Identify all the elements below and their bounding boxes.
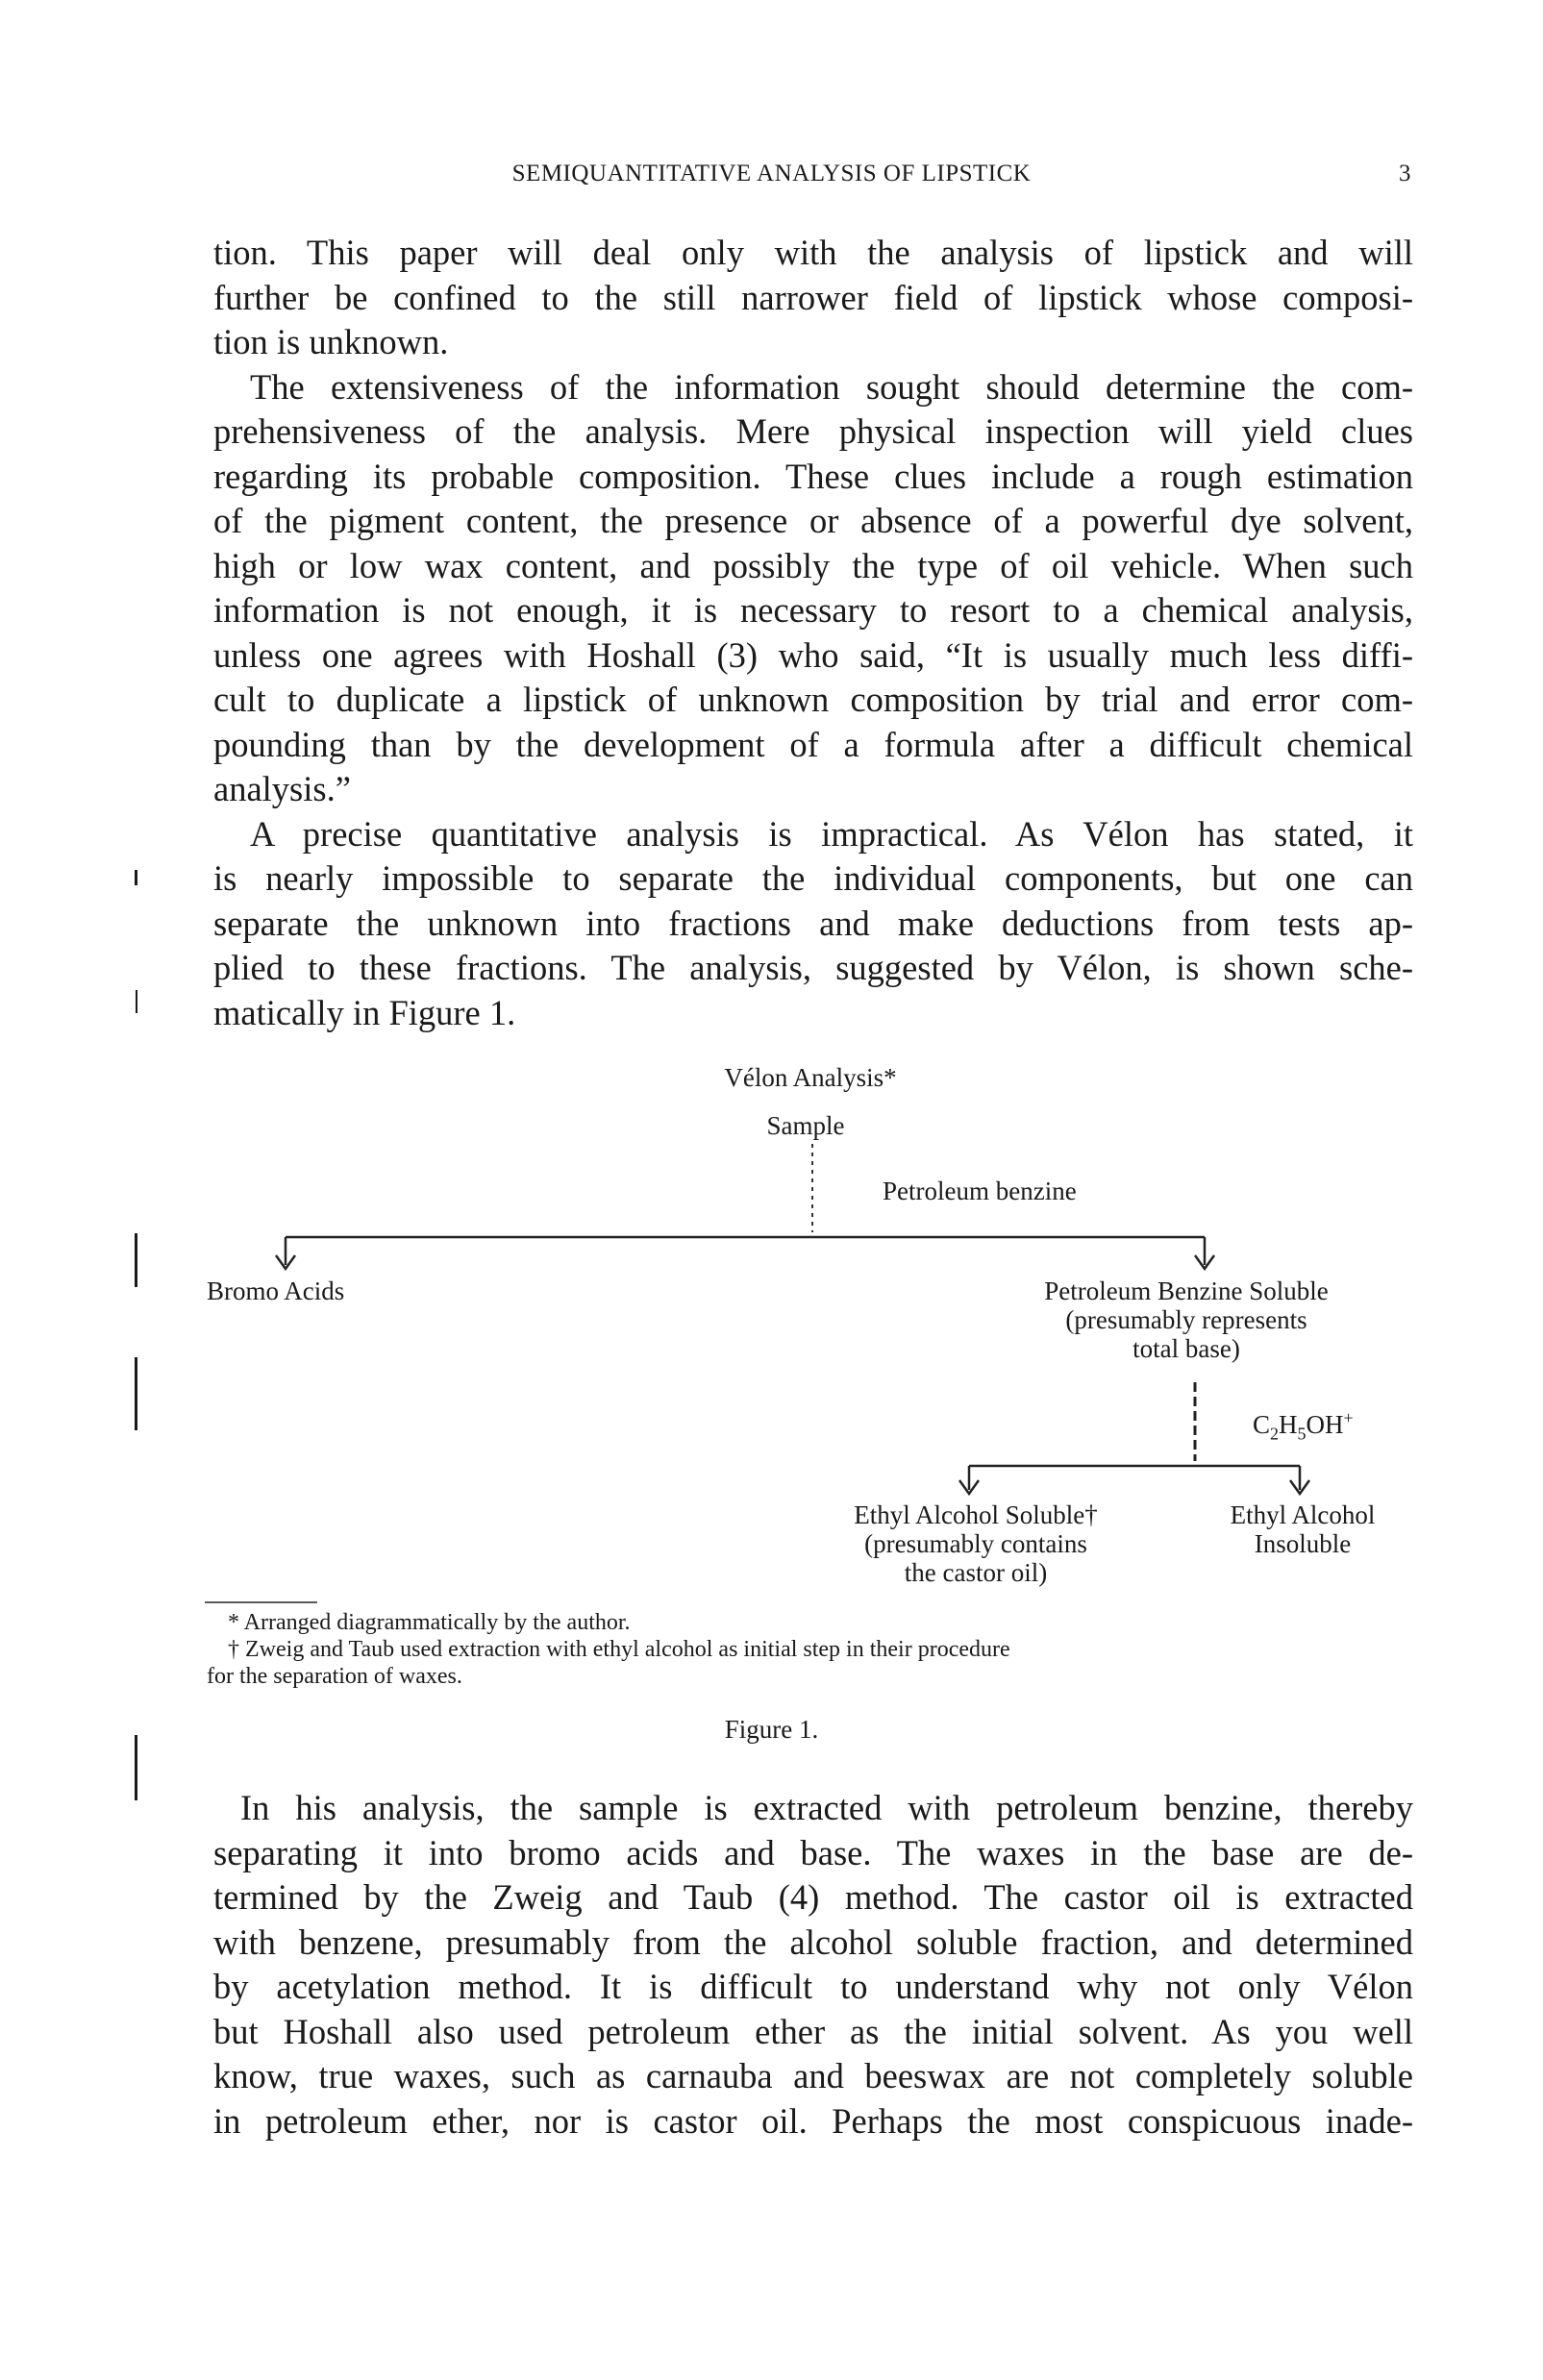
node-line: total base)	[1132, 1334, 1240, 1363]
node-line: Petroleum Benzine Soluble	[1044, 1277, 1329, 1305]
text-line: by acetylation method. It is difficult to understand why not only Vélon	[213, 1967, 1413, 2006]
scan-artifact	[135, 1735, 137, 1800]
text-line: of the pigment content, the presence or absence of a powerful dye solvent,	[213, 501, 1413, 540]
text-line: prehensiveness of the analysis. Mere physical inspection will yield clues	[213, 411, 1413, 451]
text-line: regarding its probable composition. These clues include a rough estimation	[213, 456, 1413, 496]
formula-sub: 2	[1270, 1424, 1280, 1444]
text-line: separate the unknown into fractions and make deductions from tests ap-	[213, 903, 1413, 943]
text-line: but Hoshall also used petroleum ether as the initial solvent. As you well	[213, 2011, 1413, 2051]
diagram-reagent-ethanol	[1253, 1403, 1354, 1448]
text-line: The extensiveness of the information sought should determine the com-	[250, 366, 1413, 407]
diagram-node-sample: Sample	[766, 1111, 845, 1140]
node-line: the castor oil)	[904, 1558, 1048, 1587]
node-line: (presumably represents	[1065, 1305, 1307, 1334]
node-line: Ethyl Alcohol	[1230, 1500, 1376, 1529]
node-line: Ethyl Alcohol Soluble†	[854, 1500, 1098, 1529]
text-line: high or low wax content, and possibly the type of oil vehicle. When such	[213, 545, 1413, 585]
text-line: analysis.”	[213, 769, 351, 808]
figure-title: Vélon Analysis*	[724, 1063, 897, 1092]
footnote: † Zweig and Taub used extraction with ethyl alcohol as initial step in their procedure	[228, 1637, 1010, 1662]
text-line: separating it into bromo acids and base. The waxes in the base are de-	[213, 1832, 1413, 1872]
node-line: (presumably contains	[864, 1529, 1087, 1558]
text-line: termined by the Zweig and Taub (4) method. The castor oil is extracted	[213, 1877, 1413, 1917]
footnote: for the separation of waxes.	[207, 1664, 462, 1689]
text-line: pounding than by the development of a formula after a difficult chemical	[213, 724, 1413, 764]
running-header-title: SEMIQUANTITATIVE ANALYSIS OF LIPSTICK	[511, 161, 1032, 186]
text-line: In his analysis, the sample is extracted with petroleum benzine, thereby	[240, 1788, 1413, 1827]
formula-h: H	[1279, 1410, 1298, 1439]
scan-artifact	[135, 1357, 137, 1430]
text-line: tion is unknown.	[213, 322, 449, 361]
text-line: with benzene, presumably from the alcohol soluble fraction, and determined	[213, 1921, 1413, 1962]
scan-artifact	[135, 870, 137, 885]
figure-caption: Figure 1.	[724, 1715, 819, 1744]
formula-sub: 5	[1297, 1424, 1307, 1444]
scan-artifact	[135, 1233, 137, 1287]
text-line: tion. This paper will deal only with the analysis of lipstick and will	[213, 233, 1413, 272]
text-line: know, true waxes, such as carnauba and beeswax are not completely soluble	[213, 2056, 1413, 2095]
text-line: plied to these fractions. The analysis, suggested by Vélon, is shown sche-	[213, 948, 1413, 987]
footnote: * Arranged diagrammatically by the author.	[228, 1610, 631, 1635]
text-line: in petroleum ether, nor is castor oil. Perhaps the most conspicuous inade-	[213, 2100, 1413, 2141]
text-line: cult to duplicate a lipstick of unknown composition by trial and error com-	[213, 680, 1413, 719]
formula-c: C	[1253, 1410, 1271, 1439]
diagram-node-petroleum-soluble	[1044, 1277, 1328, 1363]
node-line: Insoluble	[1254, 1529, 1352, 1558]
text-line: matically in Figure 1.	[213, 992, 516, 1032]
formula-oh: OH	[1306, 1410, 1344, 1439]
text-line: A precise quantitative analysis is impractical. As Vélon has stated, it	[250, 813, 1413, 854]
text-line: further be confined to the still narrower field of lipstick whose composi-	[213, 277, 1413, 317]
diagram-node-bromo-acids: Bromo Acids	[207, 1277, 345, 1305]
diagram-reagent-petroleum-benzine: Petroleum benzine	[883, 1177, 1077, 1205]
text-line: information is not enough, it is necessary to resort to a chemical analysis,	[213, 590, 1413, 630]
text-line: unless one agrees with Hoshall (3) who said, “It is usually much less diffi-	[213, 634, 1413, 675]
diagram-node-ethanol-soluble	[854, 1500, 1098, 1587]
diagram-node-ethanol-insoluble	[1231, 1500, 1376, 1558]
scan-artifact	[136, 990, 137, 1013]
text-line: is nearly impossible to separate the individual components, but one can	[213, 858, 1413, 898]
page-number: 3	[1399, 161, 1411, 186]
body-text-bottom	[213, 1786, 1413, 2144]
formula-sup: +	[1343, 1408, 1354, 1427]
